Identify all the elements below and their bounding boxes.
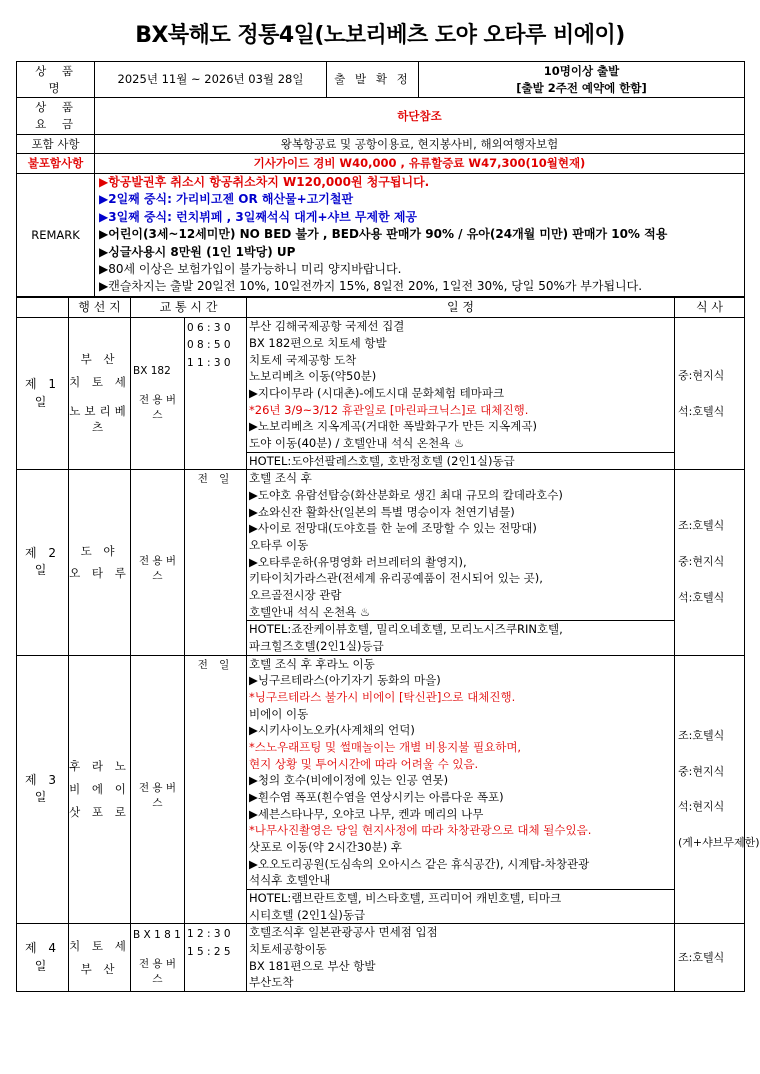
schedule-line: HOTEL:죠잔케이뷰호텔, 밀리오네호텔, 모리노시즈쿠RIN호텔, xyxy=(247,620,674,638)
price-value: 하단참조 xyxy=(95,98,745,134)
schedule-line: 부산도착 xyxy=(249,975,294,990)
route-item: 치 토 세 xyxy=(69,375,130,389)
schedule-line: ▶오타루운하(유명영화 러브레터의 촬영지), xyxy=(249,554,467,569)
meal-item: 조:호텔식 xyxy=(678,728,725,742)
itinerary-day-row xyxy=(17,470,745,655)
schedule-line: 석식후 호텔안내 xyxy=(249,873,331,888)
departure-value-line2: [출발 2주전 예약에 한함] xyxy=(516,80,647,95)
exclude-label: 불포함사항 xyxy=(17,154,95,174)
remark-line: ▶캔슬차지는 출발 20일전 10%, 10일전까지 15%, 8일전 20%, 1일전 30%, 당일 50%가 부가됩니다. xyxy=(99,279,643,294)
transport-duration: 전 일 xyxy=(197,473,234,486)
route-cell xyxy=(69,470,131,655)
route-item: 오 타 루 xyxy=(69,566,130,581)
meal-item: 중:현지식 xyxy=(678,368,725,382)
meals-cell xyxy=(675,655,760,924)
transport-cell xyxy=(131,924,185,992)
route-item: 노보리베츠 xyxy=(69,403,130,435)
schedule-line: HOTEL:램브란트호텔, 비스타호텔, 프리미어 캐빈호텔, 티마크 xyxy=(247,889,674,907)
schedule-cell xyxy=(247,924,675,992)
time-item: 1 5 : 2 5 xyxy=(187,945,231,958)
schedule-line: 삿포로 이동(약 2시간30분) 후 xyxy=(249,839,402,854)
table-row xyxy=(17,154,745,174)
col-route: 행 선 지 xyxy=(69,297,131,317)
route-item: 삿 포 로 xyxy=(69,804,130,819)
meal-item: 석:호텔식 xyxy=(678,591,725,605)
bus-label: 전 용 버 스 xyxy=(138,782,177,810)
schedule-line: 키타이치가라스관(전세계 유리공예품이 전시되어 있는 곳), xyxy=(249,571,543,586)
schedule-line: ▶지다이무라 (시대촌)-에도시대 문화체험 테마파크 xyxy=(249,385,505,400)
schedule-line: 시티호텔 (2인1실)동급 xyxy=(249,907,366,922)
time-item: 1 1 : 3 0 xyxy=(187,356,231,369)
col-meals: 식 사 xyxy=(675,297,745,317)
day-label: 제 2 일 xyxy=(17,470,69,655)
schedule-line: ▶청의 호수(비에이정에 있는 인공 연못) xyxy=(249,773,449,788)
meal-item: 석:현지식 xyxy=(678,800,725,814)
schedule-cell xyxy=(247,655,675,924)
table-row xyxy=(17,62,745,98)
itinerary-day-row xyxy=(17,655,745,924)
schedule-line: ▶오오도리공원(도심속의 오아시스 같은 휴식공간), 시계탑-차창관광 xyxy=(249,856,590,871)
meals-cell xyxy=(675,470,745,655)
schedule-line: ▶노보리베츠 지옥계곡(거대한 폭발화구가 만든 지옥계곡) xyxy=(249,419,537,434)
flight-code: BX 182 xyxy=(133,364,171,377)
remark-line: ▶어린이(3세~12세미만) NO BED 불가 , BED사용 판매가 90% / 유아(24개월 미만) 판매가 10% 적용 xyxy=(99,227,668,242)
remark-line: ▶80세 이상은 보험가입이 불가능하니 미리 양지바랍니다. xyxy=(99,261,402,276)
schedule-line: 호텔안내 석식 온천욕 ♨ xyxy=(249,604,371,619)
meal-item: (게+샤브무제한) xyxy=(678,836,760,850)
col-transport: 교 통 시 간 xyxy=(131,297,247,317)
product-name-label: 상 품 명 xyxy=(17,62,95,98)
route-cell xyxy=(69,655,131,924)
transport-cell xyxy=(131,470,185,655)
day-label: 제 3 일 xyxy=(17,655,69,924)
exclude-value: 기사가이드 경비 W40,000 , 유류할증료 W47,300(10월현재) xyxy=(95,154,745,174)
schedule-line: 비에이 이동 xyxy=(249,706,309,721)
schedule-line: 오르골전시장 관람 xyxy=(249,587,342,602)
time-item: 0 8 : 5 0 xyxy=(187,339,231,352)
departure-value-line1: 10명이상 출발 xyxy=(543,64,620,78)
include-value: 왕복항공료 및 공항이용료, 현지봉사비, 해외여행자보험 xyxy=(95,134,745,154)
schedule-line: 호텔조식후 일본관광공사 면세점 입점 xyxy=(249,925,438,940)
schedule-line: ▶닝구르테라스(아기자기 동화의 마을) xyxy=(249,673,441,688)
table-row xyxy=(17,134,745,154)
price-label: 상 품 요 금 xyxy=(17,98,95,134)
time-cell xyxy=(185,318,247,470)
time-cell xyxy=(185,470,247,655)
route-item: 비 에 이 xyxy=(69,782,130,797)
schedule-line: ▶시키사이노오카(사계채의 언덕) xyxy=(249,723,415,738)
bus-label: 전 용 버 스 xyxy=(138,958,177,986)
route-item: 부 산 xyxy=(80,352,119,367)
col-schedule: 일 정 xyxy=(247,297,675,317)
schedule-line: *스노우래프팅 및 썰매놀이는 개별 비용지불 필요하며, xyxy=(249,739,522,754)
meals-cell xyxy=(675,318,745,470)
day-label: 제 1 일 xyxy=(17,318,69,470)
schedule-line: 호텔 조식 후 xyxy=(249,471,312,486)
info-table xyxy=(16,61,745,297)
schedule-line: ▶사이로 전망대(도야호를 한 눈에 조망할 수 있는 전망대) xyxy=(249,521,537,536)
remark-list xyxy=(95,174,745,297)
meals-cell xyxy=(675,924,745,992)
schedule-line: BX 182편으로 치토세 항발 xyxy=(249,335,387,350)
schedule-line: ▶흰수염 폭포(흰수염을 연상시키는 아름다운 폭포) xyxy=(249,789,504,804)
route-item: 후 라 노 xyxy=(69,759,130,774)
schedule-line: 치토세 국제공항 도착 xyxy=(249,352,357,367)
itinerary-day-row xyxy=(17,924,745,992)
remark-row xyxy=(17,174,745,297)
schedule-line: *나무사진촬영은 당일 현지사정에 따라 차창관광으로 대체 될수있음. xyxy=(249,823,592,838)
route-item: 도 야 xyxy=(80,543,119,558)
itinerary-header-row xyxy=(17,297,745,317)
schedule-line: 노보리베츠 이동(약50분) xyxy=(249,369,377,384)
table-row xyxy=(17,98,745,134)
remark-line: ▶항공발권후 취소시 항공취소차지 W120,000원 청구됩니다. xyxy=(99,175,430,190)
schedule-line: *닝구르테라스 불가시 비에이 [탁신관]으로 대체진행. xyxy=(249,689,516,704)
transport-duration: 전 일 xyxy=(197,658,234,671)
departure-label: 출 발 확 정 xyxy=(327,62,419,98)
schedule-line: *26년 3/9~3/12 휴관일로 [마린파크닉스]로 대체진행. xyxy=(249,402,529,417)
time-cell xyxy=(185,655,247,924)
bus-label: 전 용 버 스 xyxy=(138,394,177,422)
bus-label: 전 용 버 스 xyxy=(138,555,177,583)
remark-line: ▶3일째 중식: 런치뷔페 , 3일째석식 대게+샤브 무제한 제공 xyxy=(99,209,418,224)
remark-line: ▶2일째 중식: 가리비고젠 OR 해산물+고기철판 xyxy=(99,192,354,207)
schedule-line: 도야 이동(40분) / 호텔안내 석식 온천욕 ♨ xyxy=(249,435,465,450)
schedule-line: ▶도야호 유람선탑승(화산분화로 생긴 최대 규모의 칼데라호수) xyxy=(249,487,563,502)
schedule-line: 호텔 조식 후 후라노 이동 xyxy=(249,656,375,671)
schedule-cell xyxy=(247,318,675,470)
flight-code: B X 1 8 1 xyxy=(133,928,181,941)
time-cell xyxy=(185,924,247,992)
meal-item: 조:호텔식 xyxy=(678,950,725,964)
page-title: BX북해도 정통4일(노보리베츠 도야 오타루 비에이) xyxy=(135,23,625,48)
route-cell xyxy=(69,924,131,992)
meal-item: 조:호텔식 xyxy=(678,519,725,533)
transport-cell xyxy=(131,655,185,924)
route-cell xyxy=(69,318,131,470)
product-name-value: 2025년 11월 ~ 2026년 03월 28일 xyxy=(95,62,327,98)
schedule-line: ▶세븐스타나무, 오야코 나무, 켄과 메리의 나무 xyxy=(249,806,484,821)
schedule-line: 오타루 이동 xyxy=(249,537,309,552)
schedule-line: 치토세공항이동 xyxy=(249,942,327,957)
meal-item: 석:호텔식 xyxy=(678,404,725,418)
transport-cell xyxy=(131,318,185,470)
schedule-line: ▶쇼와신잔 활화산(일본의 특별 명승이자 천연기념물) xyxy=(249,504,515,519)
schedule-line: 현지 상황 및 투어시간에 따라 어려울 수 있음. xyxy=(249,756,479,771)
schedule-cell xyxy=(247,470,675,655)
route-item: 부 산 xyxy=(80,961,119,976)
schedule-line: BX 181편으로 부산 항발 xyxy=(249,958,376,973)
col-day xyxy=(17,297,69,317)
day-label: 제 4 일 xyxy=(17,924,69,992)
itinerary-table xyxy=(16,297,760,992)
departure-value xyxy=(419,62,745,98)
route-item: 치 토 세 xyxy=(69,939,130,954)
meal-item: 중:현지식 xyxy=(678,555,725,569)
remark-line: ▶싱글사용시 8만원 (1인 1박당) UP xyxy=(99,244,296,259)
time-item: 0 6 : 3 0 xyxy=(187,322,231,335)
schedule-line: 부산 김해국제공항 국제선 집결 xyxy=(249,319,405,334)
meal-item: 중:현지식 xyxy=(678,764,725,778)
remark-label: REMARK xyxy=(17,174,95,297)
schedule-line: HOTEL:도야선팔레스호텔, 호반정호텔 (2인1실)동급 xyxy=(247,452,674,470)
schedule-line: 파크힐즈호텔(2인1실)등급 xyxy=(249,638,384,653)
time-item: 1 2 : 3 0 xyxy=(187,928,231,941)
itinerary-day-row xyxy=(17,318,745,470)
include-label: 포함 사항 xyxy=(17,134,95,154)
